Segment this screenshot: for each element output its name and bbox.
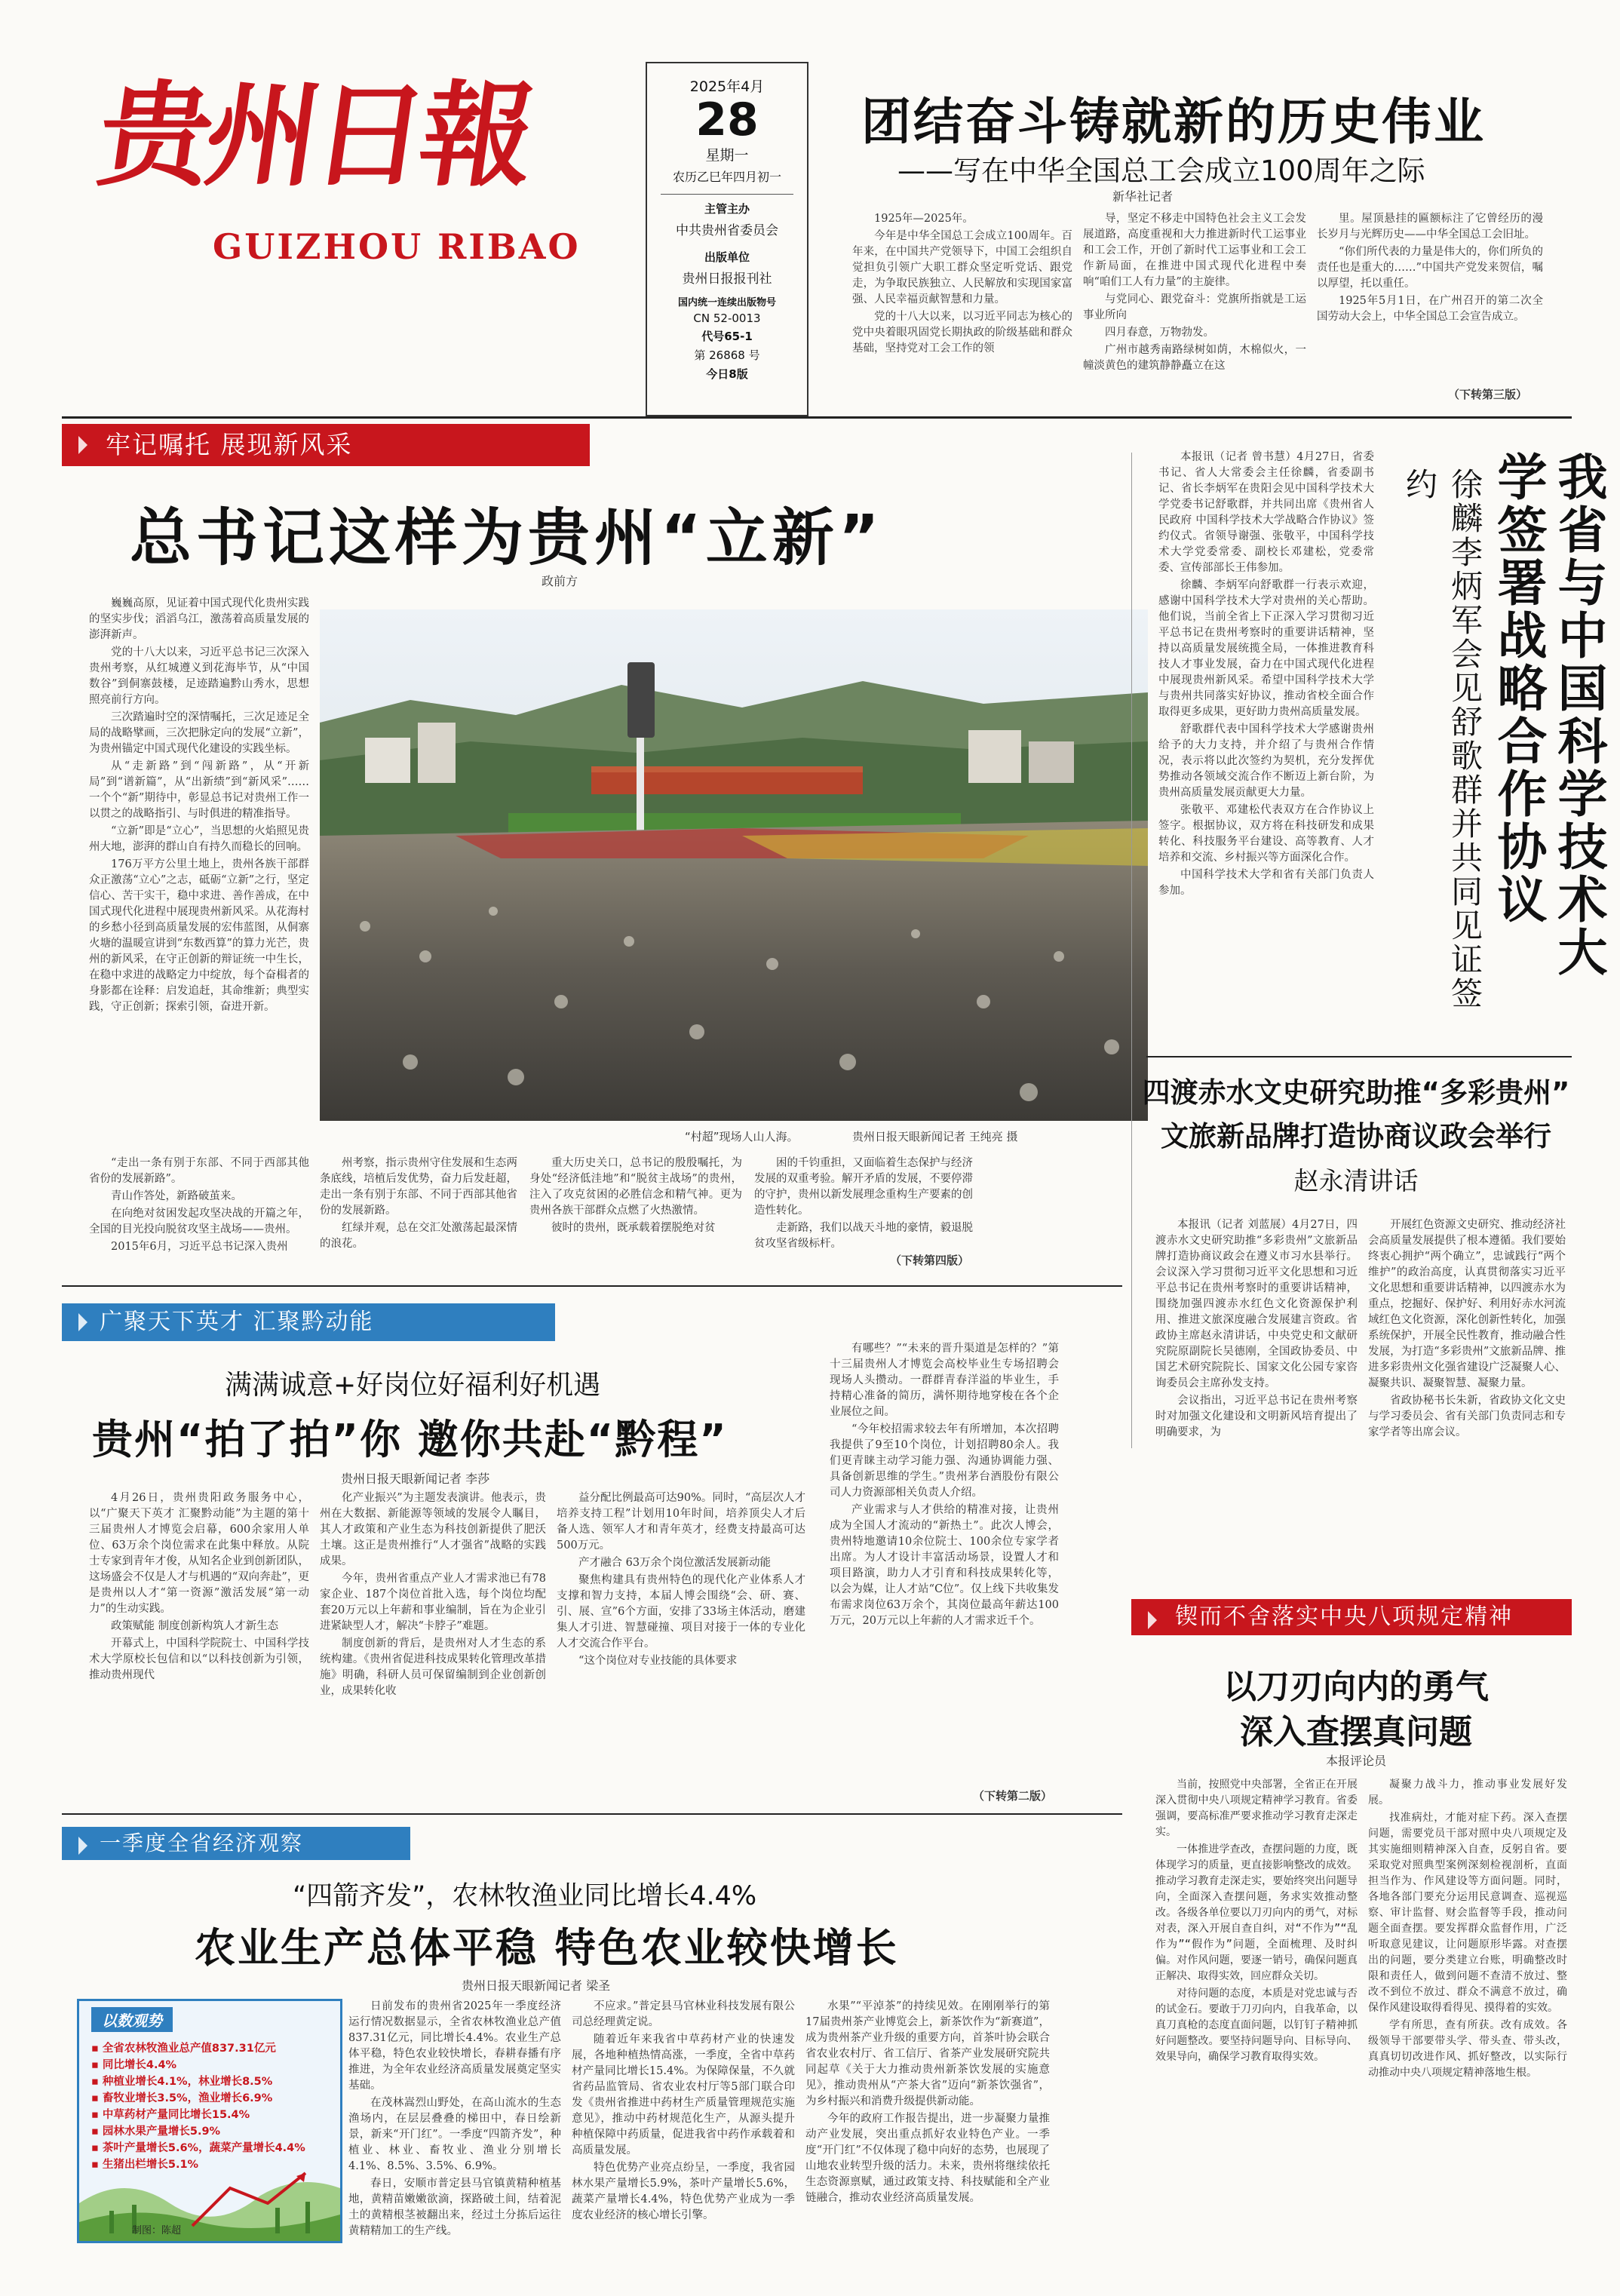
paragraph: 彼时的贵州，既承载着摆脱绝对贫 <box>551 1222 716 1234</box>
right2-headline-1: 四渡赤水文史研究助推“多彩贵州” <box>1142 1076 1570 1109</box>
paragraph: 化产业振兴”为主题发表演讲。他表示，贵州在大数据、新能源等领域的发展令人瞩目，其人才政策和产业生态为科技创新提供了肥沃土壤。这正是贵州推行“人才强省”战略的实践成果。 <box>320 1492 546 1567</box>
section2-col-2 <box>320 1490 546 1782</box>
right2-col-2 <box>1368 1217 1566 1558</box>
section1-col-c <box>529 1156 742 1269</box>
right3-col-1 <box>1155 1777 1358 2237</box>
right1-body <box>1158 450 1374 1015</box>
section1-col-a <box>89 596 309 1139</box>
stats-infobox-list <box>91 2040 333 2173</box>
paragraph: 2015年6月，习近平总书记深入贵州 <box>111 1241 288 1253</box>
paragraph: 舒歌群代表中国科学技术大学感谢贵州给予的大力支持，并介绍了与贵州合作情况，表示将以此次签约为契机，充分发挥优势推动各领域交流合作不断迈上新台阶，为贵州高质量发展贡献更大力量。 <box>1158 723 1374 799</box>
page-count: 今日8版 <box>706 367 748 381</box>
section2-byline: 贵州日报天眼新闻记者 李莎 <box>341 1472 490 1486</box>
stats-infobox <box>77 1999 342 2243</box>
paragraph: 一体推进学查改，查摆问题的力度，既体现学习的质量，更直接影响整改的成效。推动学习教育走深走实，要始终突出问题导向，全面深入查摆问题，务求实效推动整改。各级各单位要以刀刃向内的勇气，对标对表，深入开展自查自纠，对“不作为”“乱作为”“假作为”问题，全面梳理、及时纠偏。对作风问题，要逐一销号，确保问题真正解决、取得实效，回应群众关切。 <box>1155 1843 1358 1982</box>
paragraph: 开展红色资源文史研究、推动经济社会高质量发展提供了根本遵循。我们要始终衷心拥护“两个确立”，忠诚践行“两个维护”的政治高度，认真贯彻落实习近平文化思想和重要讲话精神，以四渡赤水为重点，挖掘好、保护好、利用好赤水河流域红色文化资源，深化创新性转化，加强系统保护，开展全民性教育，推动融合性发展，为打造“多彩贵州”文旅新品牌、推进多彩贵州文化强省建设广泛凝聚人心、凝聚共识、凝聚智慧、凝聚力量。 <box>1368 1219 1566 1389</box>
paragraph: 中国科学技术大学和省有关部门负责人参加。 <box>1158 869 1374 897</box>
lead-subtitle: ——写在中华全国总工会成立100周年之际 <box>897 155 1425 187</box>
paragraph: 日前发布的贵州省2025年一季度经济运行情况数据显示，全省农林牧渔业总产值837.31亿元，同比增长4.4%。农业生产总体平稳，特色农业较快增长，春耕春播有序推进，为全年农业经济高质量发展奠定坚实基础。 <box>348 2000 561 2092</box>
sponsor-label: 主管主办 <box>704 202 750 216</box>
section1-col-b <box>320 1156 517 1269</box>
paragraph: 重大历史关口，总书记的殷殷嘱托，为身处“经济低洼地”和“脱贫主战场”的贵州，注入了攻克贫困的必胜信念和精气神。更为贵州各族干部群众点燃了火热激情。 <box>529 1157 742 1217</box>
cn-label: 国内统一连续出版物号 <box>677 297 776 308</box>
cn-number: CN 52-0013 <box>693 312 761 325</box>
paragraph: 产业需求与人才供给的精准对接，让贵州成为全国人才流动的“新热土”。此次人博会，贵州特地邀请10余位院士、100余位专家学者出席。为人才设计丰富活动场景，设置人才和项目路演，助力人才引育和科技成果转化等，以会为媒，让人才站“C位”。仅上线下共收集发布需求岗位63万余个，其岗位最高年薪达100万元，20万元以上年薪的人才需求近千个。 <box>830 1504 1059 1627</box>
code: 代号65-1 <box>701 330 753 343</box>
paragraph: 青山作答处，新路破茧来。 <box>111 1190 242 1202</box>
section1-jump: （下转第四版） <box>890 1254 970 1267</box>
section2-col-1 <box>89 1490 309 1782</box>
paragraph: 4月26日，贵州贵阳政务服务中心，以“广聚天下英才 汇聚黔动能”为主题的第十三届贵州人才博览会启幕，600余家用人单位、63万余个岗位需求在此集中释放。从院士专家到青年才俊，从知名企业到创新团队，这场盛会不仅是人才与机遇的“双向奔赴”，更是贵州以人才“第一资源”激活发展“第一动力”的生动实践。 <box>89 1492 309 1615</box>
stats-item: ▪ 全省农林牧渔业总产值837.31亿元 <box>91 2043 276 2055</box>
lead-col-1 <box>852 211 1072 400</box>
paragraph: 对待问题的态度，本质是对党忠诚与否的试金石。要敢于刀刃向内，自我革命，以真刀真枪的态度直面问题，以钉钉子精神抓好问题整改。要坚持问题导向、目标导向、效果导向，确保学习教育取得实效。 <box>1155 1988 1358 2063</box>
paragraph: 学有所思，查有所获。改有成效。各级领导干部要带头学、带头查、带头改，真真切切改进作风、抓好整改，以实际行动推动中央八项规定精神落地生根。 <box>1368 2019 1567 2079</box>
stats-infobox-illustration <box>79 2158 340 2241</box>
paragraph: 找准病灶，才能对症下药。深入查摆问题，需要党员干部对照中央八项规定及其实施细则精神深入自查，反躬自省。要采取党对照典型案例深刻检视剖析，直面担当作为、作风建设等方面问题。同时，各地各部门要充分运用民意调查、巡视巡察、审计监督、财会监督等手段，推动问题全面查摆。要发挥群众监督作用，广泛听取意见建议，让问题原形毕露。对查摆出的问题，要分类建立台账，明确整改时限和责任人，做到问题不查清不放过、整改不到位不放过、群众不满意不放过，确保作风建设取得看得见、摸得着的实效。 <box>1368 1812 1567 2014</box>
paragraph: 红绿并观，总在交汇处激荡起最深情的浪花。 <box>320 1222 517 1250</box>
lead-col-3 <box>1317 211 1543 381</box>
right2-headline-2: 文旅新品牌打造协商议政会举行 <box>1161 1120 1551 1153</box>
paragraph: 特色优势产业亮点纷呈，一季度，我省园林水果产量增长5.9%，茶叶产量增长5.6%，蔬菜产量增长4.4%，特色优势产业成为一季度农业经济的核心增长引擎。 <box>572 2162 795 2221</box>
col-divider-right <box>1131 453 1132 1448</box>
paragraph: 党的十八大以来，以习近平同志为核心的党中央着眼巩固党长期执政的阶级基础和群众基础，坚持党对工会工作的领 <box>852 311 1072 355</box>
paragraph: 本报讯（记者 刘蓝展）4月27日，四渡赤水文史研究助推“多彩贵州”文旅新品牌打造协商议政会在遵义市习水县举行。会议深入学习贯彻习近平文化思想和习近平总书记在贵州考察时的重要讲话精神，围绕加强四渡赤水红色文化资源保护利用、推进文旅深度融合发展建言资政。省政协主席赵永清讲话，中央党史和文献研究院原副院长吴德刚，全国政协委员、中国艺术研究院院长、国家文化公园专家咨询委员会主席孙发支持。 <box>1155 1219 1358 1389</box>
paragraph: 在茂林嵩烈山野处，在高山流水的生态渔场内，在层层叠叠的梯田中，春日绘新景，新来“开门红”。一季度“四箭齐发”，种植业、林业、畜牧业、渔业分别增长4.1%、8.5%、3.5%、6.9%。 <box>348 2097 561 2172</box>
stats-infobox-title: 以数观势 <box>91 2007 173 2032</box>
paragraph: “走出一条有别于东部、不同于西部其他省份的发展新路”。 <box>89 1157 309 1185</box>
date-year-month: 2025年4月 <box>689 78 765 95</box>
masthead-logo <box>90 60 597 332</box>
stats-item: ▪ 种植业增长4.1%，林业增长8.5% <box>91 2076 273 2088</box>
section3-col-1 <box>348 1999 561 2237</box>
paragraph: 制度创新的背后，是贵州对人才生态的系统构建。《贵州省促进科技成果转化管理改革措施》明确，科研人员可保留编制到企业创新创业，成果转化收 <box>320 1638 546 1697</box>
section1-headline: 总书记这样为贵州“立新” <box>130 502 884 574</box>
lead-byline: 新华社记者 <box>1112 189 1174 204</box>
paragraph: 春日，安顺市普定县马官镇黄精种植基地，黄精苗嫩嫩欲滴，探路破土间，结着泥土的黄精根茎被翻出来，经过土分拣后运往黄精精加工的生产线。 <box>348 2178 561 2237</box>
paragraph: 四月春意，万物勃发。 <box>1105 327 1214 339</box>
paragraph: 从“走新路”到“闯新路”，从“开新局”到“谱新篇”，从“出新绩”到“新风采”……一个个“新”期待中，彰显总书记对贵州工作一以贯之的战略指引、与时俱进的精准指导。 <box>89 760 309 820</box>
publisher-label: 出版单位 <box>704 250 750 264</box>
paragraph: 省政协秘书长朱新，省政协文化文史与学习委员会、省有关部门负责同志和专家学者等出席会议。 <box>1368 1395 1566 1438</box>
stats-item: ▪ 中草药材产量同比增长15.4% <box>91 2109 250 2121</box>
paragraph: 当前，按照党中央部署，全省正在开展深入贯彻中央八项规定精神学习教育。省委强调，要高标准严要求推动学习教育走深走实。 <box>1155 1779 1358 1838</box>
paragraph: “你们所代表的力量是伟大的，你们所负的责任也是重大的……”中国共产党发来贺信，嘱以厚望，托以重任。 <box>1317 246 1543 290</box>
paragraph: 巍巍高原，见证着中国式现代化贵州实践的坚实步伐；滔滔乌江，激荡着高质量发展的澎湃新声。 <box>89 597 309 641</box>
date-lunar: 农历乙巳年四月初一 <box>672 170 781 184</box>
photo-caption: “村超”现场人山人海。 <box>685 1130 799 1143</box>
section3-band: 一季度全省经济观察 <box>62 1827 410 1860</box>
paragraph: “今年校招需求较去年有所增加，本次招聘我提供了9至10个岗位，计划招聘80余人。我们更青睐主动学习能力强、沟通协调能力强、具备创新思维的学生。”贵州茅台酒股份有限公司人力资源部相关负责人介绍。 <box>830 1423 1059 1499</box>
top-divider <box>62 416 1572 419</box>
right1-subheadline: 徐麟李炳军会见舒歌群并共同见证签约 <box>1401 468 1483 1011</box>
right3-band: 锲而不舍落实中央八项规定精神 <box>1131 1599 1572 1635</box>
paragraph: “这个岗位对专业技能的具体要求 <box>578 1655 738 1667</box>
paragraph: 益分配比例最高可达90%。同时，“高层次人才培养支持工程”计划用10年时间，培养顶尖人才后备人选、领军人才和青年英才，经费支持最高可达500万元。 <box>557 1492 805 1552</box>
paragraph: 党的十八大以来，习近平总书记三次深入贵州考察，从红城遵义到花海毕节，从“中国数谷”到侗寨鼓楼，足迹踏遍黔山秀水，思想照亮前行方向。 <box>89 646 309 706</box>
section3-byline: 贵州日报天眼新闻记者 梁圣 <box>462 1978 611 1993</box>
paragraph: “立新”即是“立心”，当思想的火焰照见贵州大地，澎湃的群山自有持久而稳长的回响。 <box>89 825 309 853</box>
masthead-pinyin: GUIZHOU RIBAO <box>213 226 581 267</box>
paragraph: 在向绝对贫困发起攻坚决战的开篇之年，全国的目光投向脱贫攻坚主战场——贵州。 <box>89 1208 309 1235</box>
paragraph: 今年，贵州省重点产业人才需求池已有78家企业、187个岗位首批入选，每个岗位均配套20万元以上年薪和事业编制，旨在为企业引进紧缺型人才，解决“卡脖子”难题。 <box>320 1573 546 1632</box>
stats-item: ▪ 同比增长4.4% <box>91 2059 177 2071</box>
right3-col-2 <box>1368 1777 1567 2237</box>
paragraph: 里。屋顶悬挂的匾额标注了它曾经历的漫长岁月与光辉历史——中华全国总工会旧址。 <box>1317 213 1543 241</box>
sponsor: 中共贵州省委员会 <box>676 223 778 238</box>
paragraph: 1925年5月1日，在广州召开的第二次全国劳动大会上，中华全国总工会宣告成立。 <box>1317 295 1543 323</box>
paragraph: 三次踏遍时空的深情嘱托，三次足迹足全局的战略擘画，三次把脉定向的发展“立新”，为贵州锚定中国式现代化建设的实践坐标。 <box>89 711 309 755</box>
right2-sub: 赵永清讲话 <box>1293 1166 1419 1196</box>
issue-number: 第 26868 号 <box>694 348 760 362</box>
lead-col-2 <box>1083 211 1306 400</box>
paragraph: 徐麟、李炳军向舒歌群一行表示欢迎，感谢中国科学技术大学对贵州的关心帮助。他们说，当前全省上下正深入学习贯彻习近平总书记在贵州考察时的重要讲话精神，坚持以高质量发展统揽全局，一体推进教育科技人才事业发展，奋力在中国式现代化进程中展现贵州新风采。希望中国科学技术大学与贵州共同落实好协议，推动省校全面合作取得更多成果，更好助力贵州高质量发展。 <box>1158 579 1374 718</box>
section1-col-d <box>754 1156 973 1250</box>
stats-item: ▪ 畜牧业增长3.5%，渔业增长6.9% <box>91 2092 273 2104</box>
section3-top-rule <box>62 1813 1122 1815</box>
right3-headline-2: 深入查摆真问题 <box>1240 1713 1472 1751</box>
right3-byline: 本报评论员 <box>1325 1754 1386 1768</box>
date-day: 28 <box>695 94 759 146</box>
paragraph: 今年的政府工作报告提出，进一步凝聚力量推动产业发展，突出重点抓好农业特色产业。一季度“开门红”不仅体现了稳中向好的态势，也展现了山地农业转型升级的活力。未来，贵州将继续依托生态资源禀赋，通过政策支持、科技赋能和全产业链融合，推动农业经济高质量发展。 <box>805 2113 1050 2204</box>
stats-infobox-credit: 制图：陈超 <box>132 2225 182 2236</box>
section2-kicker: 满满诚意+好岗位好福利好机遇 <box>225 1370 601 1401</box>
section2-headline: 贵州“拍了拍”你 邀你共赴“黔程” <box>92 1416 728 1463</box>
stats-item: ▪ 茶叶产量增长5.6%，蔬菜产量增长4.4% <box>91 2142 305 2154</box>
paragraph: 产才融合 63万余个岗位激活发展新动能 <box>578 1557 772 1569</box>
paragraph: 不应求。”普定县马官林业科技发展有限公司总经理黄定说。 <box>572 2000 795 2028</box>
section2-band: 广聚天下英才 汇聚黔动能 <box>62 1303 555 1341</box>
date-weekday: 星期一 <box>705 147 749 164</box>
paragraph: 会议指出，习近平总书记在贵州考察时对加强文化建设和文明新风培育提出了明确要求，为 <box>1155 1395 1358 1438</box>
section3-headline: 农业生产总体平稳 特色农业较快增长 <box>195 1924 899 1972</box>
right1-headline: 我省与中国科学技术大学签署战略合作协议 <box>1489 451 1607 979</box>
paragraph: 开幕式上，中国科学院院士、中国科学技术大学原校长包信和以“以科技创新为引领，推动贵州现代 <box>89 1638 309 1681</box>
paragraph: 州考察，指示贵州守住发展和生态两条底线，培植后发优势，奋力后发赶超，走出一条有别于东部、不同于西部其他省份的发展新路。 <box>320 1157 517 1217</box>
paragraph: 困的千钧重担，又面临着生态保护与经济发展的双重考验。解开矛盾的发展，不要停滞的守护，贵州以新发展理念重构生产要素的创造性转化。 <box>754 1157 973 1217</box>
paragraph: 凝聚力战斗力，推动事业发展好发展。 <box>1368 1779 1567 1806</box>
paragraph: 随着近年来我省中草药材产业的快速发展，各地种植热情高涨，一季度，全省中草药材产量同比增长15.4%。为保障保量，不久就省药品监管局、省农业农村厅等5部门联合印发《贵州省推进中药材生产质量管理规范实施意见》，推动中药材规范化生产，从源头提升种植保障中药质量，促进我省中药作承载着和高质量发展。 <box>572 2034 795 2156</box>
paragraph: 政策赋能 制度创新构筑人才新生态 <box>111 1620 279 1632</box>
section2-top-rule <box>62 1285 1122 1287</box>
section1-byline: 政前方 <box>542 574 578 588</box>
section2-jump: （下转第二版） <box>973 1789 1053 1803</box>
section1-col-a2 <box>89 1156 309 1269</box>
right3-headline-1: 以刀刃向内的勇气 <box>1223 1668 1489 1706</box>
section3-col-3 <box>805 1999 1050 2237</box>
village-super-photo <box>320 609 1148 1121</box>
paragraph: 走新路，我们以战天斗地的豪情，毅退脱贫攻坚省级标杆。 <box>754 1222 973 1250</box>
paragraph: 与党同心、跟党奋斗：党旗所指就是工运事业所向 <box>1083 293 1306 321</box>
right1-bottom-rule <box>1146 1056 1572 1057</box>
section3-kicker: “四箭齐发”，农林牧渔业同比增长4.4% <box>293 1881 757 1911</box>
section2-col-3 <box>557 1490 805 1782</box>
paragraph: 聚焦构建具有贵州特色的现代化产业体系人才支撑和智力支持，本届人博会围绕“会、研、赛、引、展、宣”6个方面，安排了33场主体活动，磨建集人才引进、智慧碰撞、项目对接于一体的专业化人才交流合作平台。 <box>557 1574 805 1650</box>
photo-credit: 贵州日报天眼新闻记者 王纯亮 摄 <box>852 1130 1018 1143</box>
paragraph: 今年是中华全国总工会成立100周年。百年来，在中国共产党领导下，中国工会组织自觉担负引领广大职工群众坚定听党话、跟党走，为争取民族独立、人民解放和实现国家富强、人民幸福贡献智慧和力量。 <box>852 230 1072 305</box>
paragraph: 本报讯（记者 曾书慧）4月27日，省委书记、省人大常委会主任徐麟，省委副书记、省长李炳军在贵阳会见中国科学技术大学党委书记舒歌群，并共同出席《贵州省人民政府 中国科学技术大学战略合作协议》签约仪式。省领导谢强、张敬平，中国科学技术大学党委常委、副校长邓建松，党委常委、宣传部部长王伟参加。 <box>1158 451 1374 574</box>
right2-col-1 <box>1155 1217 1358 1558</box>
paragraph: 导，坚定不移走中国特色社会主义工会发展道路，高度重视和大力推进新时代工运事业和工会工作，开创了新时代工运事业和工会工作新局面，在推进中国式现代化进程中奏响“咱们工人有力量”的主旋律。 <box>1083 213 1306 288</box>
lead-jump: （下转第三版） <box>1448 388 1528 401</box>
section3-col-2 <box>572 1999 795 2237</box>
paragraph: 有哪些？”“未来的晋升渠道是怎样的？”第十三届贵州人才博览会高校毕业生专场招聘会现场人头攒动。一群群青春洋溢的毕业生，手持精心准备的简历，满怀期待地穿梭在各个企业展位之间。 <box>830 1343 1059 1418</box>
masthead-title: 贵州日報 <box>90 69 538 202</box>
paragraph: 张敬平、邓建松代表双方在合作协议上签字。根据协议，双方将在科技研发和成果转化、科技服务平台建设、高等教育、人才培养和交流、乡村振兴等方面深化合作。 <box>1158 804 1374 864</box>
section1-band: 牢记嘱托 展现新风采 <box>62 424 590 466</box>
crowd-photo-illustration <box>320 609 1148 1121</box>
paragraph: 水果”“平淖茶”的持续见效。在刚刚举行的第17届贵州茶产业博览会上，新茶饮作为“新赛道”，成为贵州茶产业升级的重要方向，首茶叶协会联合省农业农村厅、省工信厅、省茶产业发展研究院共同起草《关于大力推动贵州新茶饮发展的实施意见》，推动贵州从“产茶大省”迈向“新茶饮强省”，为乡村振兴和消费升级提供新动能。 <box>805 2000 1050 2107</box>
section2-col-4 <box>830 1341 1059 1779</box>
stats-item: ▪ 园林水果产量增长5.9% <box>91 2126 221 2138</box>
stats-item: ▪ 生猪出栏增长5.1% <box>91 2159 199 2171</box>
paragraph: 1925年—2025年。 <box>874 213 974 225</box>
lead-headline: 团结奋斗铸就新的历史伟业 <box>861 93 1486 151</box>
paragraph: 176万平方公里土地上，贵州各族干部群众正激荡“立心”之志，砥砺“立新”之行，坚定信心、苦干实干，稳中求进、善作善成，在中国式现代化进程中展现贵州新风采。从花海村的乡愁小径到高质量发展的宏伟蓝图，从侗寨火塘的温暖宣讲到“东数西算”的算力光芒，贵州的新风采，在守正创新的辩证统一中生长，在稳中求进的战略定力中绽放，每个奋楫者的身影都在诠释：启发追赶，其命维新；典型实践，守正创新；探索引领，奋进开新。 <box>89 858 309 1013</box>
publisher: 贵州日报报刊社 <box>682 272 772 287</box>
paragraph: 广州市越秀南路绿树如荫，木棉似火，一幢淡黄色的建筑静静矗立在这 <box>1083 344 1306 372</box>
masthead-info-box <box>646 62 808 416</box>
